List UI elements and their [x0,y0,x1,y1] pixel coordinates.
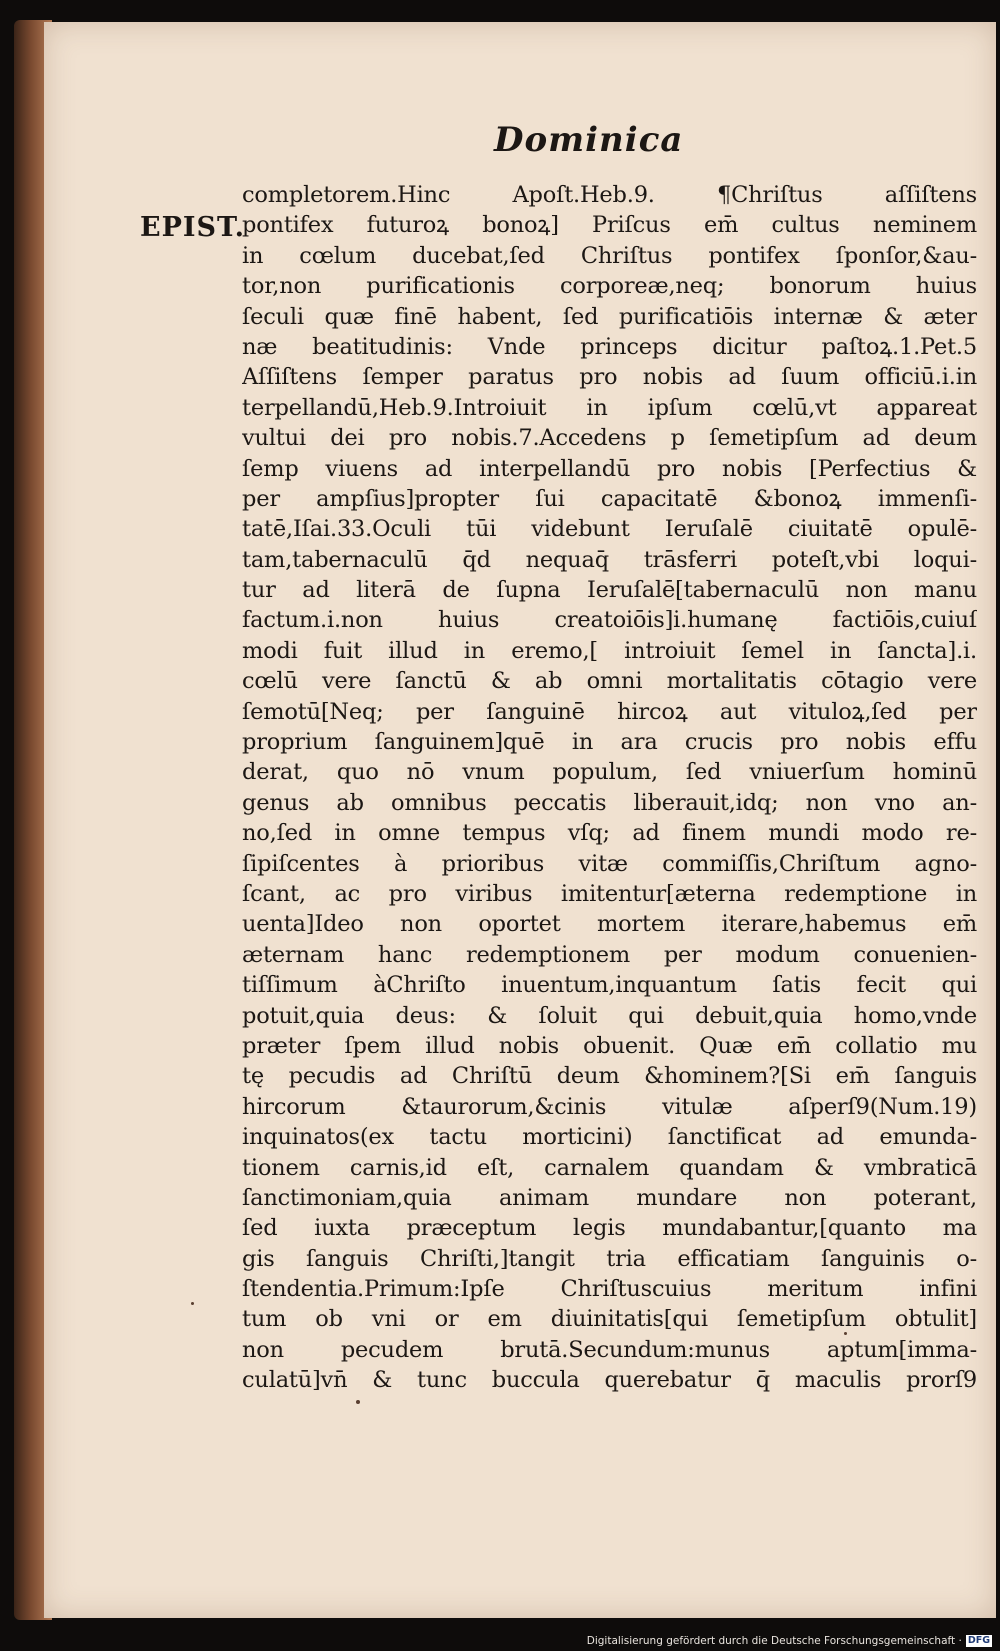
text-line: næ beatitudinis: Vnde princeps dicitur paſtoꝝ.1.Pet.5 [242,333,977,360]
text-line: ſtendentia.Primum:Ipſe Chriſtuscuius meritum infini [242,1276,977,1303]
text-line: ſanctimoniam,quia animam mundare non poterant, [242,1184,977,1211]
text-line: ſemotū[Neq; per ſanguinē hircoꝝ aut vituloꝝ,ſed per [242,698,977,725]
digitization-credit [587,1635,992,1647]
margin-label-epist: EPIST. [140,212,246,243]
text-line: cœlū vere ſanctū & ab omni mortalitatis cōtagio vere [242,668,977,695]
text-line: non pecudem brutā.Secundum:munus aptum[imma- [242,1336,977,1363]
text-line: derat, quo nō vnum populum, ſed vniuerſum hominū [242,759,977,786]
text-line: tatē,Iſai.33.Oculi tūi videbunt Ieruſalē ciuitatē opulē- [242,516,977,543]
text-line: tionem carnis,id eſt, carnalem quandam & vmbraticā [242,1154,977,1181]
text-line: in cœlum ducebat,ſed Chriſtus pontifex ſponſor,&au- [242,242,977,269]
text-line: ſemp viuens ad interpellandū pro nobis [Perfectius & [242,455,977,482]
page-text [44,22,996,1618]
credit-text: Digitalisierung gefördert durch die Deutsche Forschungsgemeinschaft · [586,1635,962,1647]
text-line: inquinatos(ex tactu morticini) ſanctificat ad emunda- [242,1124,977,1151]
ink-speck [191,1302,194,1305]
text-line: ſcant, ac pro viribus imitentur[æterna redemptione in [242,880,977,907]
text-line: æternam hanc redemptionem per modum conuenien- [242,941,977,968]
text-line: tę pecudis ad Chriſtū deum &hominem?[Si em̄ ſanguis [242,1063,977,1090]
text-line: gis ſanguis Chriſti,]tangit tria efficatiam ſanguinis o- [242,1245,977,1272]
text-line: culatū]vn̄ & tunc buccula querebatur q̄ maculis prorſ9 [242,1367,977,1394]
text-line: ſeculi quæ finē habent, ſed purificatiōis internæ & æter [242,303,977,330]
book-page [44,22,996,1618]
text-line: potuit,quia deus: & ſoluit qui debuit,quia homo,vnde [242,1002,977,1029]
text-line: tiſſimum àChriſto inuentum,inquantum ſatis fecit qui [242,972,977,999]
ink-speck [844,1332,847,1335]
running-head: Dominica [494,120,684,160]
text-line: Aſſiſtens ſemper paratus pro nobis ad ſuum officiū.i.in [242,364,977,391]
text-line: uenta]Ideo non oportet mortem iterare,habemus em̄ [242,911,977,938]
dfg-logo: DFG [967,1635,990,1646]
text-line: vultui dei pro nobis.7.Accedens p ſemetipſum ad deum [242,425,977,452]
text-line: pontifex futuroꝝ bonoꝝ] Priſcus em̄ cultus neminem [242,212,977,239]
text-line: no,ſed in omne tempus vſq; ad finem mundi modo re- [242,820,977,847]
text-line: ſed iuxta præceptum legis mundabantur,[quanto ma [242,1215,977,1242]
text-line: præter ſpem illud nobis obuenit. Quæ em̄ collatio mu [242,1032,977,1059]
text-line: proprium ſanguinem]quē in ara crucis pro nobis effu [242,729,977,756]
text-line: tum ob vni or em diuinitatis[qui ſemetipſum obtulit] [242,1306,977,1333]
text-line: terpellandū,Heb.9.Introiuit in ipſum cœlū,vt appareat [242,394,977,421]
text-line: tor,non purificationis corporeæ,neq; bonorum huius [242,273,977,300]
text-line: tur ad literā de ſupna Ieruſalē[tabernaculū non manu [242,577,977,604]
text-line: tam,tabernaculū q̄d nequaq̄ trāsferri poteſt,vbi loqui- [242,546,977,573]
body-text [242,180,977,1396]
text-line: ſipiſcentes à prioribus vitæ commiſſis,Chriſtum agno- [242,850,977,877]
text-line: completorem.Hinc Apoſt.Heb.9. ¶Chriſtus aſſiſtens [242,182,977,208]
ink-speck [356,1400,360,1404]
text-line: modi fuit illud in eremo,[ introiuit ſemel in ſancta].i. [242,637,977,664]
text-line: hircorum &taurorum,&cinis vitulæ aſperſ9(Num.19) [242,1093,977,1120]
text-line: per ampſius]propter ſui capacitatē &bonoꝝ immenſi- [242,485,977,512]
text-line: factum.i.non huius creatoiōis]i.humanę factiōis,cuiuſ [242,607,977,634]
text-line: genus ab omnibus peccatis liberauit,idq; non vno an- [242,789,977,816]
